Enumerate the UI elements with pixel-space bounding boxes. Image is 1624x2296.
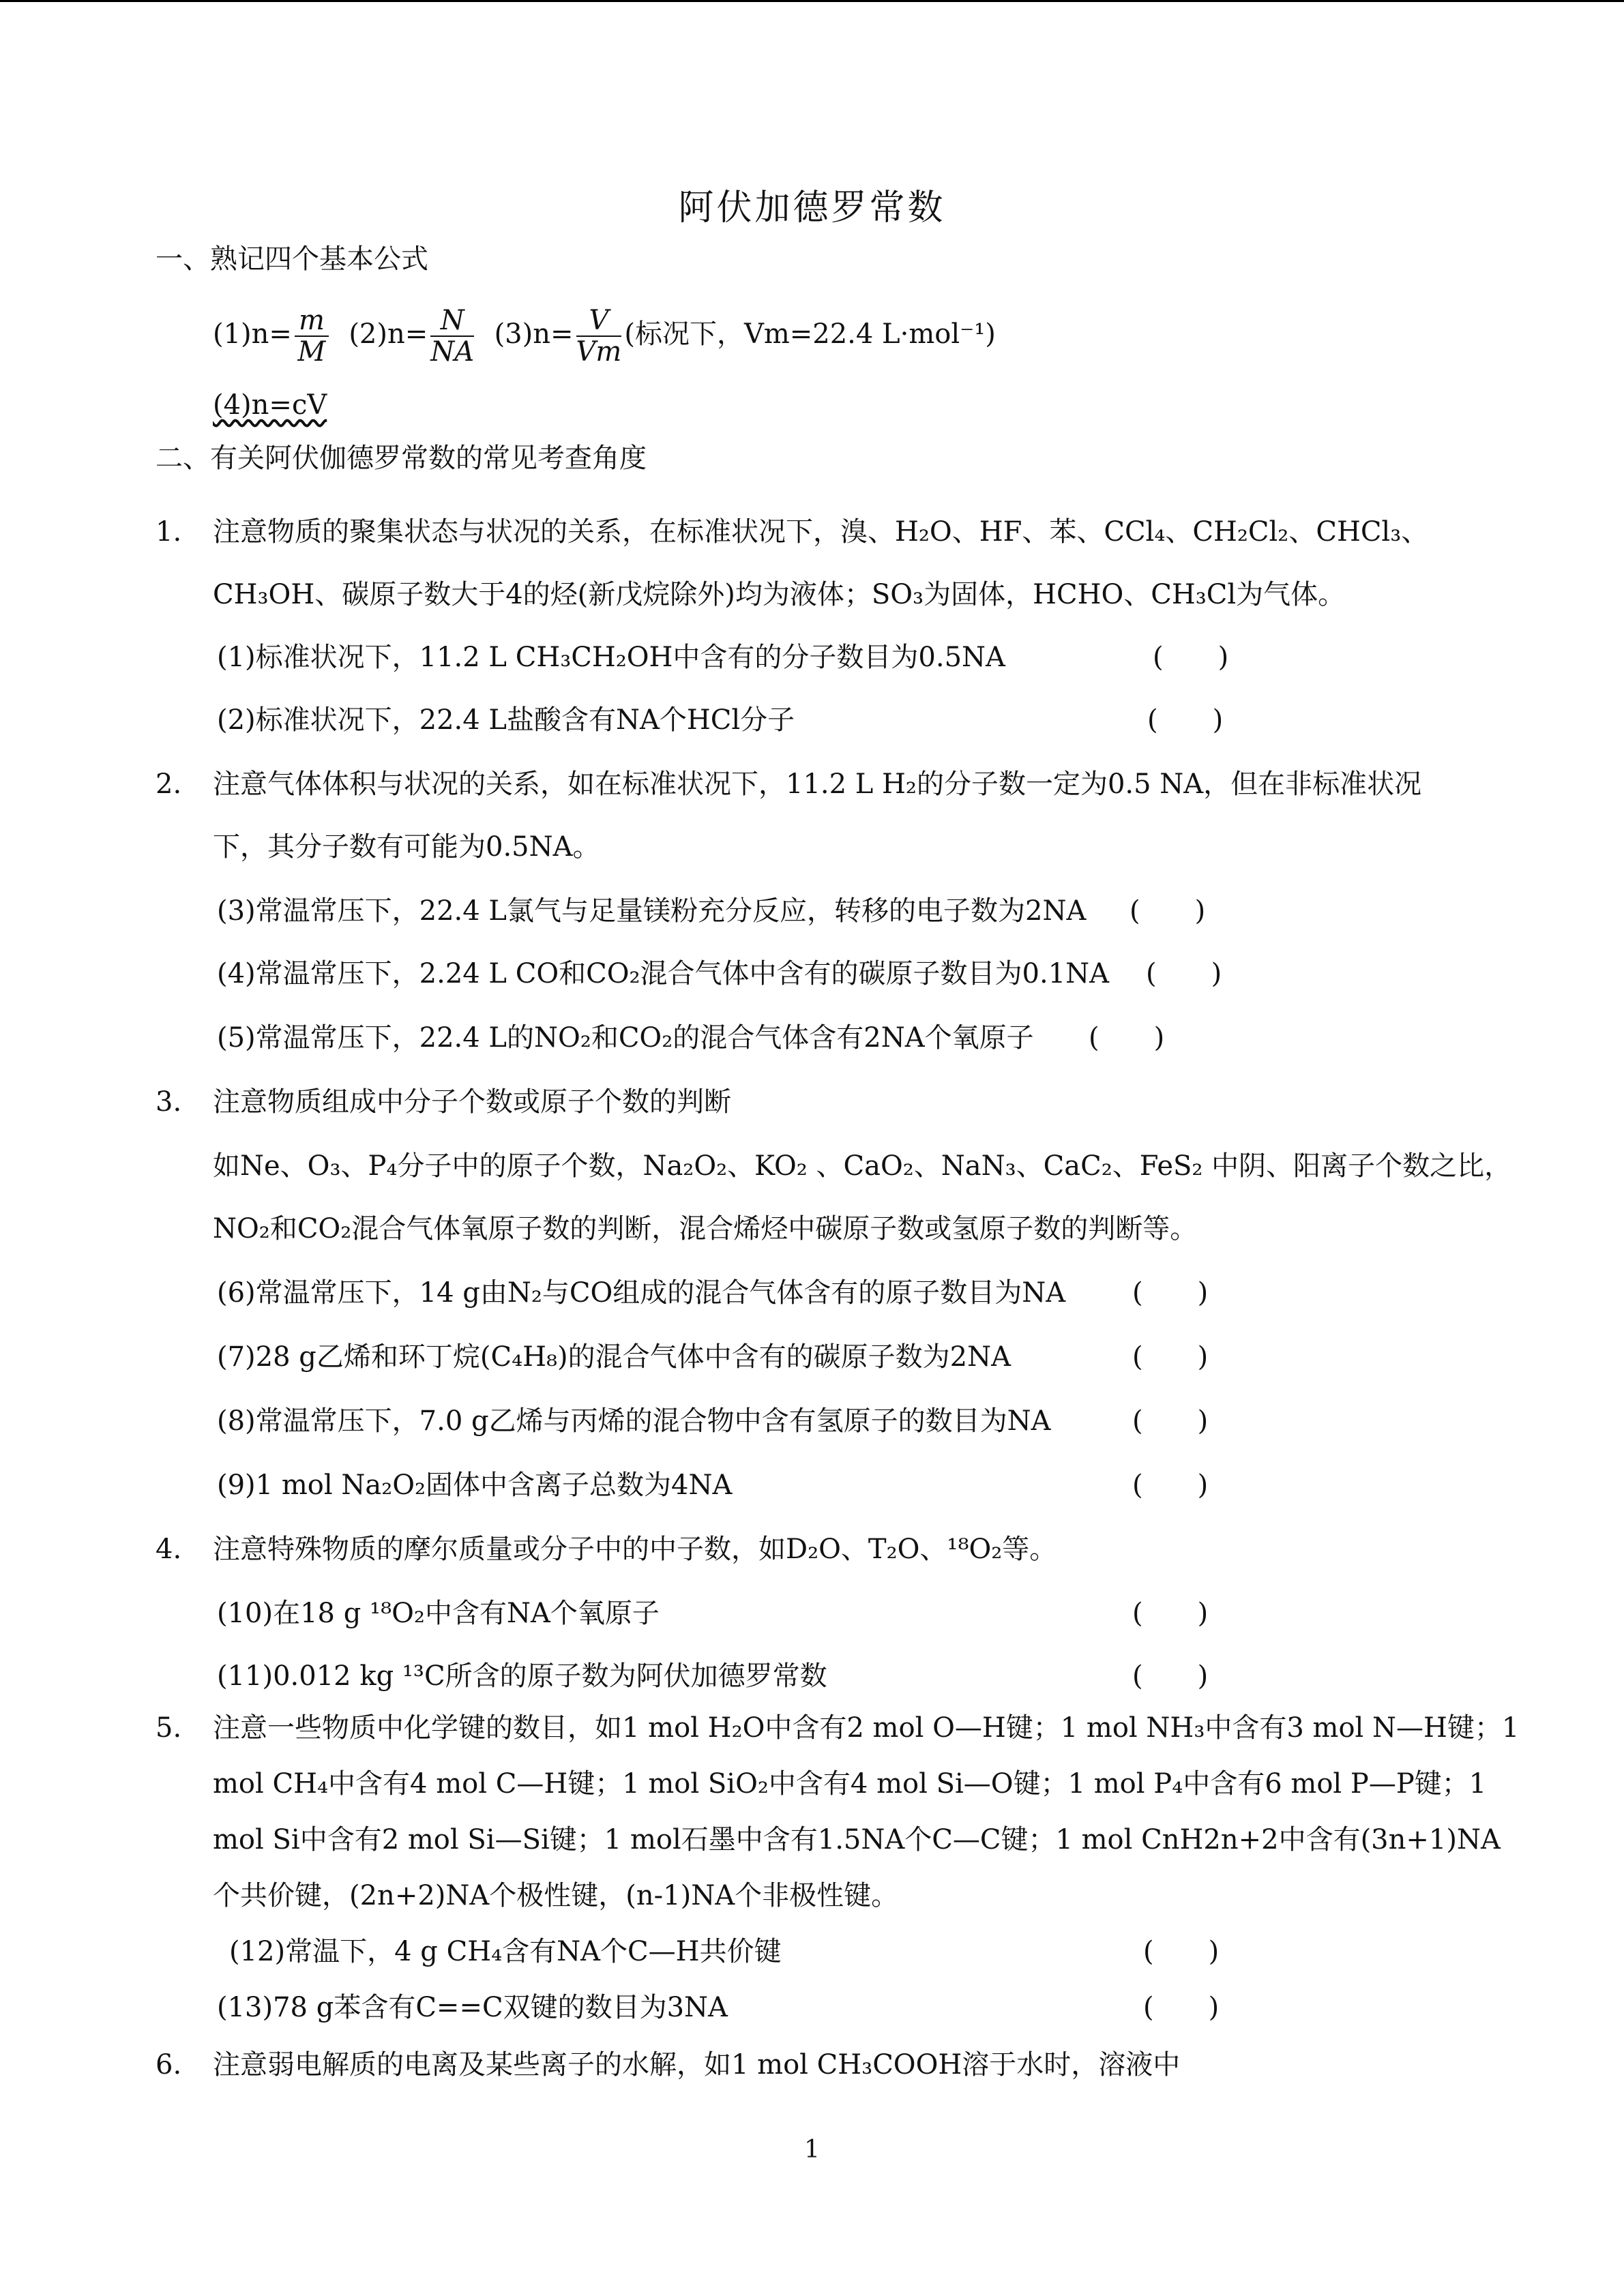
question-1: (1)标准状况下，11.2 L CH₃CH₂OH中含有的分子数目为0.5NA: [217, 642, 1005, 673]
formula-line: [213, 300, 996, 368]
answer-blank-4[interactable]: ( ): [1146, 958, 1222, 989]
item-3-line-2: 如Ne、O₃、P₄分子中的原子个数，Na₂O₂、KO₂ 、CaO₂、NaN₃、CaC₂、FeS₂ 中阴、阳离子个数之比，: [213, 1150, 1512, 1182]
section-heading-1: 一、熟记四个基本公式: [156, 243, 428, 275]
question-5: (5)常温常压下，22.4 L的NO₂和CO₂的混合气体含有2NA个氧原子: [217, 1022, 1034, 1054]
question-7: (7)28 g乙烯和环丁烷(C₄H₈)的混合气体中含有的碳原子数为2NA: [217, 1341, 1011, 1373]
answer-blank-8[interactable]: ( ): [1132, 1405, 1209, 1437]
item-5-line-2: mol CH₄中含有4 mol C—H键；1 mol SiO₂中含有4 mol Si—O键；1 mol P₄中含有6 mol P—P键；1: [213, 1768, 1487, 1800]
item-2-line-1: 注意气体体积与状况的关系，如在标准状况下，11.2 L H₂的分子数一定为0.5 NA，但在非标准状况: [213, 769, 1422, 800]
item-number: 5.: [156, 1712, 182, 1744]
item-6-line-1: 注意弱电解质的电离及某些离子的水解，如1 mol CH₃COOH溶于水时，溶液中: [213, 2049, 1181, 2081]
formula-3-fraction: $\frac{V}{Vm}$: [576, 305, 622, 368]
formula-2-prefix: (2)n=: [349, 318, 428, 350]
question-12: (12)常温下，4 g CH₄含有NA个C—H共价键: [229, 1936, 782, 1967]
question-3: (3)常温常压下，22.4 L氯气与足量镁粉充分反应，转移的电子数为2NA: [217, 895, 1087, 927]
answer-blank-7[interactable]: ( ): [1132, 1341, 1209, 1373]
question-6: (6)常温常压下，14 g由N₂与CO组成的混合气体含有的原子数目为NA: [217, 1277, 1066, 1309]
section-heading-2: 二、有关阿伏伽德罗常数的常见考查角度: [156, 443, 647, 474]
item-number: 2.: [156, 769, 182, 800]
answer-blank-2[interactable]: ( ): [1147, 704, 1224, 736]
formula-3-note: (标况下，Vm=22.4 L·mol⁻¹): [624, 318, 996, 350]
answer-blank-6[interactable]: ( ): [1132, 1277, 1209, 1309]
item-number: 6.: [156, 2049, 182, 2081]
item-3-line-1: 注意物质组成中分子个数或原子个数的判断: [213, 1086, 731, 1118]
item-number: 1.: [156, 516, 182, 548]
formula-4: (4)n=cV: [213, 389, 327, 421]
top-border: [0, 0, 1624, 2]
page-number: 1: [804, 2136, 820, 2164]
answer-blank-1[interactable]: ( ): [1153, 642, 1229, 673]
question-2: (2)标准状况下，22.4 L盐酸含有NA个HCl分子: [217, 704, 795, 736]
item-3-line-3: NO₂和CO₂混合气体氧原子数的判断，混合烯烃中碳原子数或氢原子数的判断等。: [213, 1213, 1198, 1244]
item-number: 4.: [156, 1534, 182, 1565]
answer-blank-9[interactable]: ( ): [1132, 1470, 1209, 1501]
item-4-line-1: 注意特殊物质的摩尔质量或分子中的中子数，如D₂O、T₂O、¹⁸O₂等。: [213, 1534, 1057, 1565]
answer-blank-3[interactable]: ( ): [1130, 895, 1206, 927]
formula-1-fraction: $\frac{m}{M}$: [295, 305, 329, 367]
item-1-line-2: CH₃OH、碳原子数大于4的烃(新戊烷除外)均为液体；SO₃为固体，HCHO、CH₃Cl为气体。: [213, 579, 1346, 610]
formula-3-prefix: (3)n=: [494, 318, 574, 350]
question-13: (13)78 g苯含有C==C双键的数目为3NA: [217, 1992, 728, 2023]
formula-1-prefix: (1)n=: [213, 318, 292, 350]
answer-blank-11[interactable]: ( ): [1132, 1660, 1209, 1692]
answer-blank-5[interactable]: ( ): [1089, 1022, 1165, 1054]
answer-blank-12[interactable]: ( ): [1143, 1936, 1220, 1967]
question-11: (11)0.012 kg ¹³C所含的原子数为阿伏加德罗常数: [217, 1660, 827, 1692]
item-5-line-1: 注意一些物质中化学键的数目，如1 mol H₂O中含有2 mol O—H键；1 mol NH₃中含有3 mol N—H键；1: [213, 1712, 1520, 1744]
item-5-line-4: 个共价键，(2n+2)NA个极性键，(n-1)NA个非极性键。: [213, 1880, 899, 1911]
question-10: (10)在18 g ¹⁸O₂中含有NA个氧原子: [217, 1598, 660, 1629]
question-8: (8)常温常压下，7.0 g乙烯与丙烯的混合物中含有氢原子的数目为NA: [217, 1405, 1051, 1437]
item-5-line-3: mol Si中含有2 mol Si—Si键；1 mol石墨中含有1.5NA个C—C键；1 mol CnH2n+2中含有(3n+1)NA: [213, 1824, 1501, 1855]
answer-blank-10[interactable]: ( ): [1132, 1598, 1209, 1629]
formula-2-fraction: $\frac{N}{NA}$: [430, 305, 475, 368]
page-title: 阿伏加德罗常数: [678, 188, 946, 228]
item-2-line-2: 下，其分子数有可能为0.5NA。: [213, 831, 600, 863]
question-9: (9)1 mol Na₂O₂固体中含离子总数为4NA: [217, 1470, 733, 1501]
item-1-line-1: 注意物质的聚集状态与状况的关系，在标准状况下，溴、H₂O、HF、苯、CCl₄、CH₂Cl₂、CHCl₃、: [213, 516, 1429, 548]
question-4: (4)常温常压下，2.24 L CO和CO₂混合气体中含有的碳原子数目为0.1NA: [217, 958, 1110, 989]
answer-blank-13[interactable]: ( ): [1143, 1992, 1220, 2023]
item-number: 3.: [156, 1086, 182, 1118]
